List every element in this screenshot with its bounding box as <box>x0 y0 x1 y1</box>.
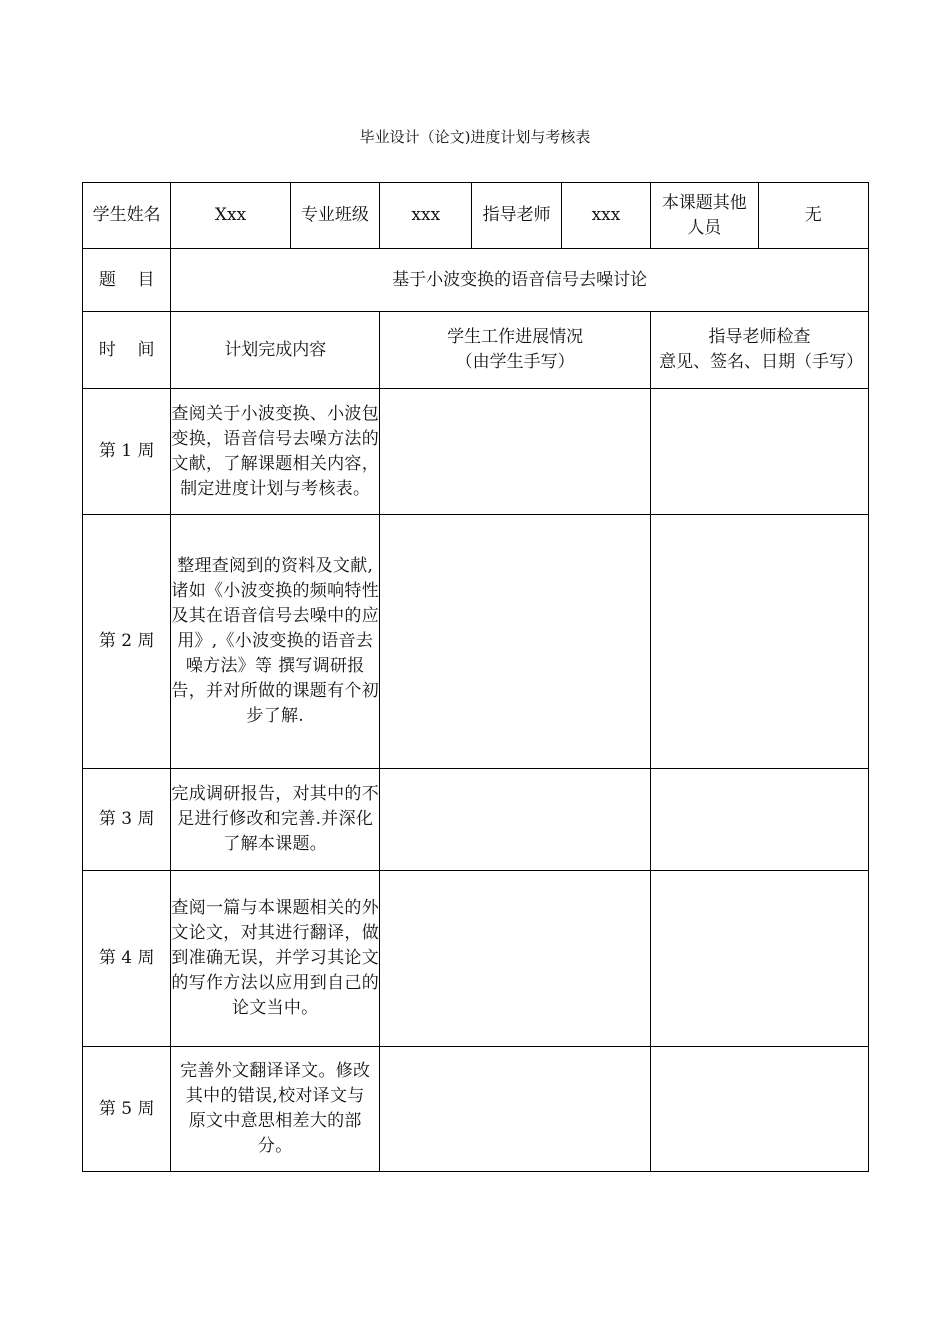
week-row <box>83 389 869 515</box>
week-plan: 查阅一篇与本课题相关的外文论文，对其进行翻译，做到准确无误，并学习其论文的写作方法以应用到自己的论文当中。 <box>171 871 380 1047</box>
advisor-value: xxx <box>561 183 650 249</box>
week-plan: 完成调研报告，对其中的不足进行修改和完善.并深化了解本课题。 <box>171 769 380 871</box>
progress-column-subtitle: （由学生手写） <box>455 352 575 372</box>
progress-plan-table <box>82 182 869 1172</box>
check-column-subtitle: 意见、签名、日期（手写） <box>659 352 864 372</box>
week-check-cell <box>651 1047 869 1172</box>
week-check-cell <box>651 515 869 769</box>
topic-value: 基于小波变换的语音信号去噪讨论 <box>171 249 869 312</box>
week-progress-cell <box>380 871 651 1047</box>
week-check-cell <box>651 871 869 1047</box>
week-label: 第 5 周 <box>83 1047 171 1172</box>
other-members-value: 无 <box>758 183 868 249</box>
week-row <box>83 769 869 871</box>
time-column-header: 时 间 <box>83 312 171 389</box>
major-class-label: 专业班级 <box>290 183 379 249</box>
week-label: 第 4 周 <box>83 871 171 1047</box>
advisor-label: 指导老师 <box>472 183 561 249</box>
check-column-title: 指导老师检查 <box>708 327 811 347</box>
week-plan: 完善外文翻译译文。修改其中的错误,校对译文与原文中意思相差大的部分。 <box>171 1047 380 1172</box>
progress-column-header <box>380 312 651 389</box>
week-check-cell <box>651 769 869 871</box>
week-progress-cell <box>380 1047 651 1172</box>
week-label: 第 3 周 <box>83 769 171 871</box>
topic-row <box>83 249 869 312</box>
progress-column-title: 学生工作进展情况 <box>447 327 584 347</box>
week-label: 第 1 周 <box>83 389 171 515</box>
topic-label: 题 目 <box>83 249 171 312</box>
week-progress-cell <box>380 389 651 515</box>
week-label: 第 2 周 <box>83 515 171 769</box>
student-name-value: Xxx <box>171 183 290 249</box>
week-plan: 整理查阅到的资料及文献,诸如《小波变换的频响特性及其在语音信号去噪中的应用》,《小波变换的语音去噪方法》等 撰写调研报告，并对所做的课题有个初步了解. <box>171 515 380 769</box>
week-row <box>83 871 869 1047</box>
week-progress-cell <box>380 769 651 871</box>
week-progress-cell <box>380 515 651 769</box>
student-info-row <box>83 183 869 249</box>
week-plan: 查阅关于小波变换、小波包变换，语音信号去噪方法的文献，了解课题相关内容， 制定进度计划与考核表。 <box>171 389 380 515</box>
plan-column-header: 计划完成内容 <box>171 312 380 389</box>
week-check-cell <box>651 389 869 515</box>
week-row <box>83 1047 869 1172</box>
other-members-label: 本课题其他人员 <box>651 183 758 249</box>
week-row <box>83 515 869 769</box>
check-column-header <box>651 312 869 389</box>
major-class-value: xxx <box>380 183 472 249</box>
document-title: 毕业设计（论文)进度计划与考核表 <box>359 128 591 146</box>
column-header-row <box>83 312 869 389</box>
student-name-label: 学生姓名 <box>83 183 171 249</box>
